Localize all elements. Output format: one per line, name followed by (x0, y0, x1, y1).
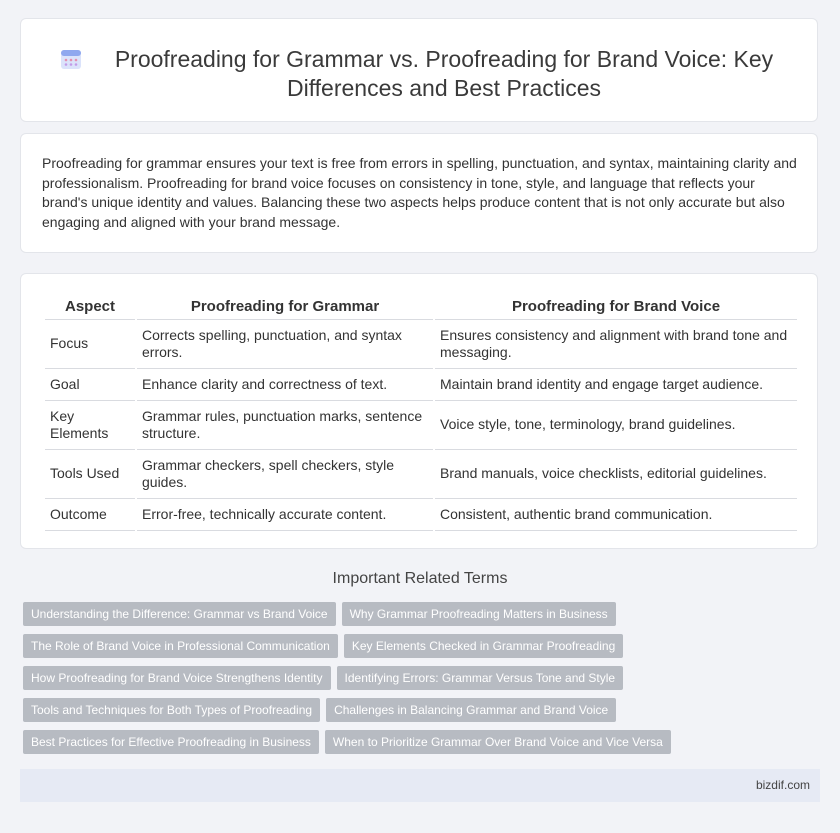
cell-brand-voice: Maintain brand identity and engage target audience. (435, 369, 797, 401)
related-term-tag[interactable]: How Proofreading for Brand Voice Strengthens Identity (23, 666, 331, 690)
related-term-tag[interactable]: When to Prioritize Grammar Over Brand Voice and Vice Versa (325, 730, 671, 754)
header-aspect: Aspect (45, 294, 135, 320)
header-brand-voice: Proofreading for Brand Voice (435, 294, 797, 320)
related-terms-list (23, 602, 823, 762)
page-title: Proofreading for Grammar vs. Proofreading for Brand Voice: Key Differences and Best Practices (114, 46, 774, 101)
table-row (45, 320, 797, 369)
related-term-tag[interactable]: Understanding the Difference: Grammar vs Brand Voice (23, 602, 336, 626)
cell-brand-voice: Brand manuals, voice checklists, editorial guidelines. (435, 450, 797, 499)
cell-aspect: Goal (45, 369, 135, 401)
cell-grammar: Grammar rules, punctuation marks, sentence structure. (137, 401, 433, 450)
related-terms-title: Important Related Terms (332, 570, 508, 587)
cell-aspect: Key Elements (45, 401, 135, 450)
cell-brand-voice: Ensures consistency and alignment with brand tone and messaging. (435, 320, 797, 369)
cell-grammar: Enhance clarity and correctness of text. (137, 369, 433, 401)
calendar-icon (59, 47, 83, 71)
cell-grammar: Corrects spelling, punctuation, and syntax errors. (137, 320, 433, 369)
cell-aspect: Focus (45, 320, 135, 369)
cell-brand-voice: Consistent, authentic brand communication. (435, 499, 797, 531)
related-term-tag[interactable]: Identifying Errors: Grammar Versus Tone and Style (337, 666, 624, 690)
footer (20, 769, 820, 802)
table-row (45, 499, 797, 531)
table-row (45, 450, 797, 499)
table-row (45, 369, 797, 401)
related-term-tag[interactable]: Why Grammar Proofreading Matters in Business (342, 602, 616, 626)
cell-aspect: Outcome (45, 499, 135, 531)
intro-paragraph: Proofreading for grammar ensures your text is free from errors in spelling, punctuation, and syntax, maintaining clarity and professionalism. Proofreading for brand voice focuses on consistency in tone, style, and language that reflects your brand's unique identity and values. Balancing these two aspects helps produce content that is not only accurate but also engaging and aligned with your brand message. (42, 155, 797, 230)
related-term-tag[interactable]: The Role of Brand Voice in Professional Communication (23, 634, 338, 658)
comparison-card (20, 273, 818, 549)
footer-site-link[interactable]: bizdif.com (755, 778, 810, 792)
cell-grammar: Grammar checkers, spell checkers, style guides. (137, 450, 433, 499)
intro-card (20, 133, 818, 253)
title-card (20, 18, 818, 122)
table-header-row (45, 294, 797, 320)
cell-aspect: Tools Used (45, 450, 135, 499)
related-term-tag[interactable]: Tools and Techniques for Both Types of Proofreading (23, 698, 320, 722)
related-term-tag[interactable]: Challenges in Balancing Grammar and Brand Voice (326, 698, 616, 722)
comparison-table (43, 294, 799, 531)
related-term-tag[interactable]: Best Practices for Effective Proofreading in Business (23, 730, 319, 754)
cell-grammar: Error-free, technically accurate content. (137, 499, 433, 531)
header-grammar: Proofreading for Grammar (137, 294, 433, 320)
related-term-tag[interactable]: Key Elements Checked in Grammar Proofreading (344, 634, 623, 658)
table-row (45, 401, 797, 450)
cell-brand-voice: Voice style, tone, terminology, brand guidelines. (435, 401, 797, 450)
